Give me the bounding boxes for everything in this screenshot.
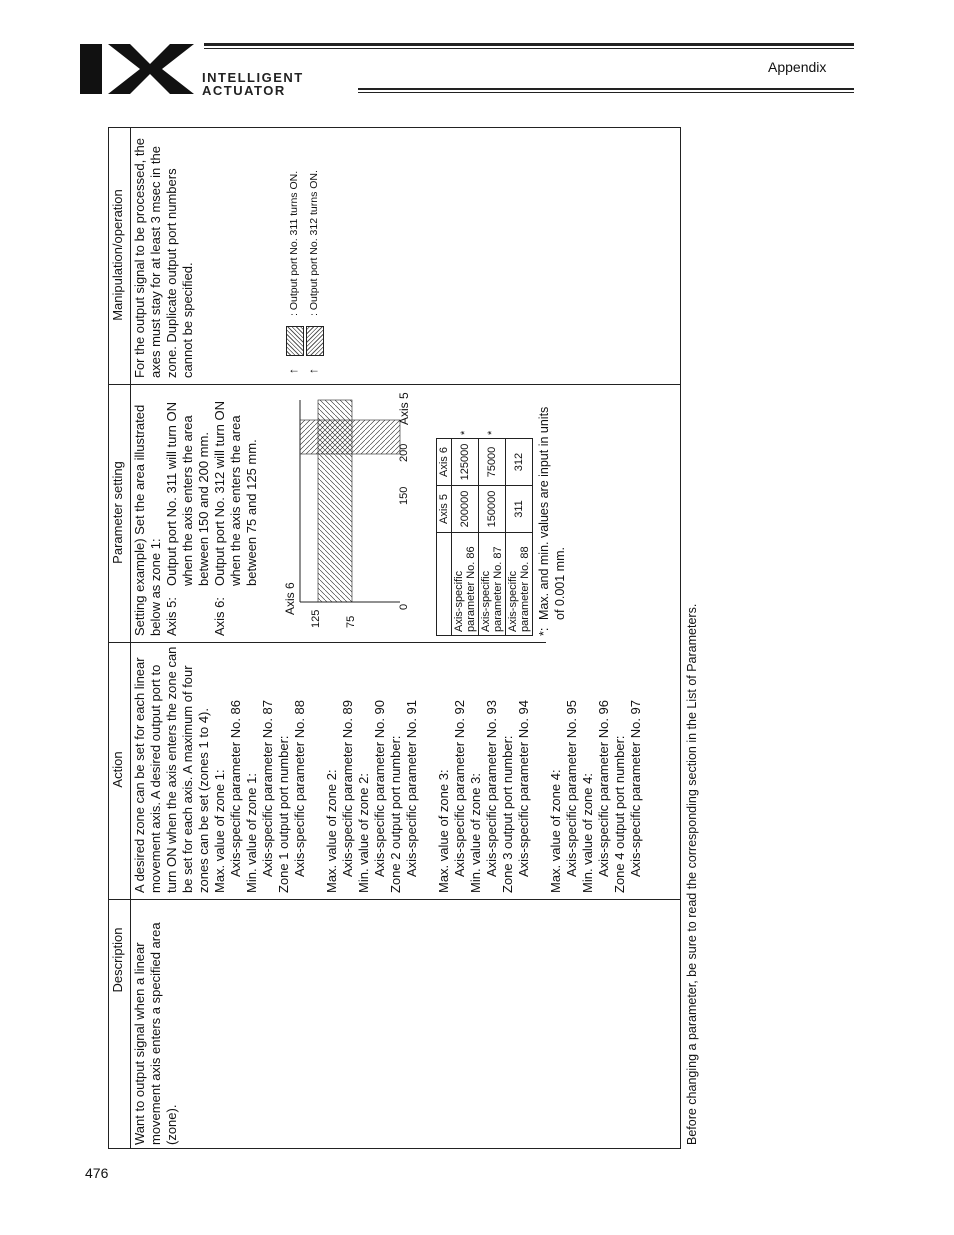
axis5-line: Axis 5: Output port No. 311 will turn ON when the axis enters the area between 150 and 200 mm. (164, 401, 211, 636)
header-rule-4 (358, 92, 854, 93)
footer-note: Before changing a parameter, be sure to read the corresponding section in the List of Parameters. (685, 603, 699, 1145)
zone-4: Max. value of zone 4: Axis-specific parameter No. 95 Min. value of zone 4: Axis-specific parameter No. 96 Zone 4 output port number: Axis-specific parameter No. 97 (548, 699, 643, 893)
parameter-text: Setting example) Set the area illustrated below as zone 1: Axis 5: Output port No. 311 will turn ON when the axis enters the area between 150 and 200 mm. Axis 6: Output port No. 312 will turn ON when the axis enters the area between 75 and 125 mm. (132, 386, 282, 636)
param-table-wrap (436, 406, 567, 636)
zone-3: Max. value of zone 3: Axis-specific parameter No. 92 Min. value of zone 3: Axis-specific parameter No. 93 Zone 3 output port number: Axis-specific parameter No. 94 (436, 699, 531, 893)
action-cell (132, 643, 677, 893)
arrow-icon: ← (288, 362, 300, 376)
col-header-description: Description (110, 927, 125, 993)
manipulation-text: For the output signal to be processed, the axes must stay for at least 3 msec in the zone. Duplicate output port numbers cannot be specified. (132, 138, 195, 378)
param-table: Axis 5 Axis 6 Axis-specific parameter No. 86 200000 125000 * Axis-specific parameter No. 87 150000 75000 * Axis-specific parameter No. 88 311 312 (436, 427, 533, 636)
hatch-swatch-311 (286, 326, 304, 356)
diagram-tick-x0: 0 (398, 603, 410, 610)
ix-logo (78, 42, 196, 96)
col-header-manipulation: Manipulation/operation (110, 189, 125, 321)
zone-2: Max. value of zone 2: Axis-specific parameter No. 89 Min. value of zone 2: Axis-specific parameter No. 90 Zone 2 output port number: Axis-specific parameter No. 91 (324, 699, 419, 893)
zone-1: Max. value of zone 1: Axis-specific parameter No. 86 Min. value of zone 1: Axis-specific parameter No. 87 Zone 1 output port number: Axis-specific parameter No. 88 (212, 699, 307, 893)
diagram-tick-200: 200 (398, 443, 410, 462)
header-rule-2 (204, 48, 854, 49)
table-row: Axis-specific parameter No. 87 150000 75000 * (479, 427, 506, 635)
axis6-zone-band (318, 400, 352, 602)
header-rule-1 (204, 43, 854, 46)
hatch-swatch-312 (306, 326, 324, 356)
header-rule-3 (358, 88, 854, 90)
col-header-parameter: Parameter setting (110, 461, 125, 564)
brand-actuator: ACTUATOR (202, 83, 286, 98)
brand-intelligent: INTELLIGENT (202, 70, 304, 85)
diagram-tick-125: 125 (310, 609, 322, 628)
page-number: 476 (85, 1165, 109, 1181)
section-title: Appendix (768, 59, 827, 75)
legend-311-label: Output port No. 311 turns ON. (288, 170, 300, 311)
header-divider (130, 128, 131, 1148)
param-note: *: Max. and min. values are input in units of 0.001 mm. (537, 406, 567, 636)
diagram-tick-150: 150 (398, 486, 410, 505)
diagram-tick-75: 75 (345, 615, 357, 628)
table-row: Axis-specific parameter No. 86 200000 125000 * (452, 427, 479, 635)
diagram-y-label: Axis 6 (283, 582, 297, 615)
legend-312-label: Output port No. 312 turns ON. (308, 170, 320, 311)
action-intro: A desired zone can be set for each linear movement axis. A desired output port to turn ON when the axis enters the zone can be set for each axis. A maximum of four zones can be set (zones 1 to 4). (132, 646, 211, 893)
diagram-x-label: Axis 5 (397, 392, 411, 425)
table-row: Axis-specific parameter No. 88 311 312 (506, 427, 533, 635)
arrow-icon: ← (308, 362, 320, 376)
axis6-line: Axis 6: Output port No. 312 will turn ON when the axis enters the area between 75 and 125 mm. (212, 401, 259, 636)
col-header-action: Action (110, 751, 125, 788)
description-cell: Want to output signal when a linear movement axis enters a specified area (zone). (132, 922, 179, 1145)
